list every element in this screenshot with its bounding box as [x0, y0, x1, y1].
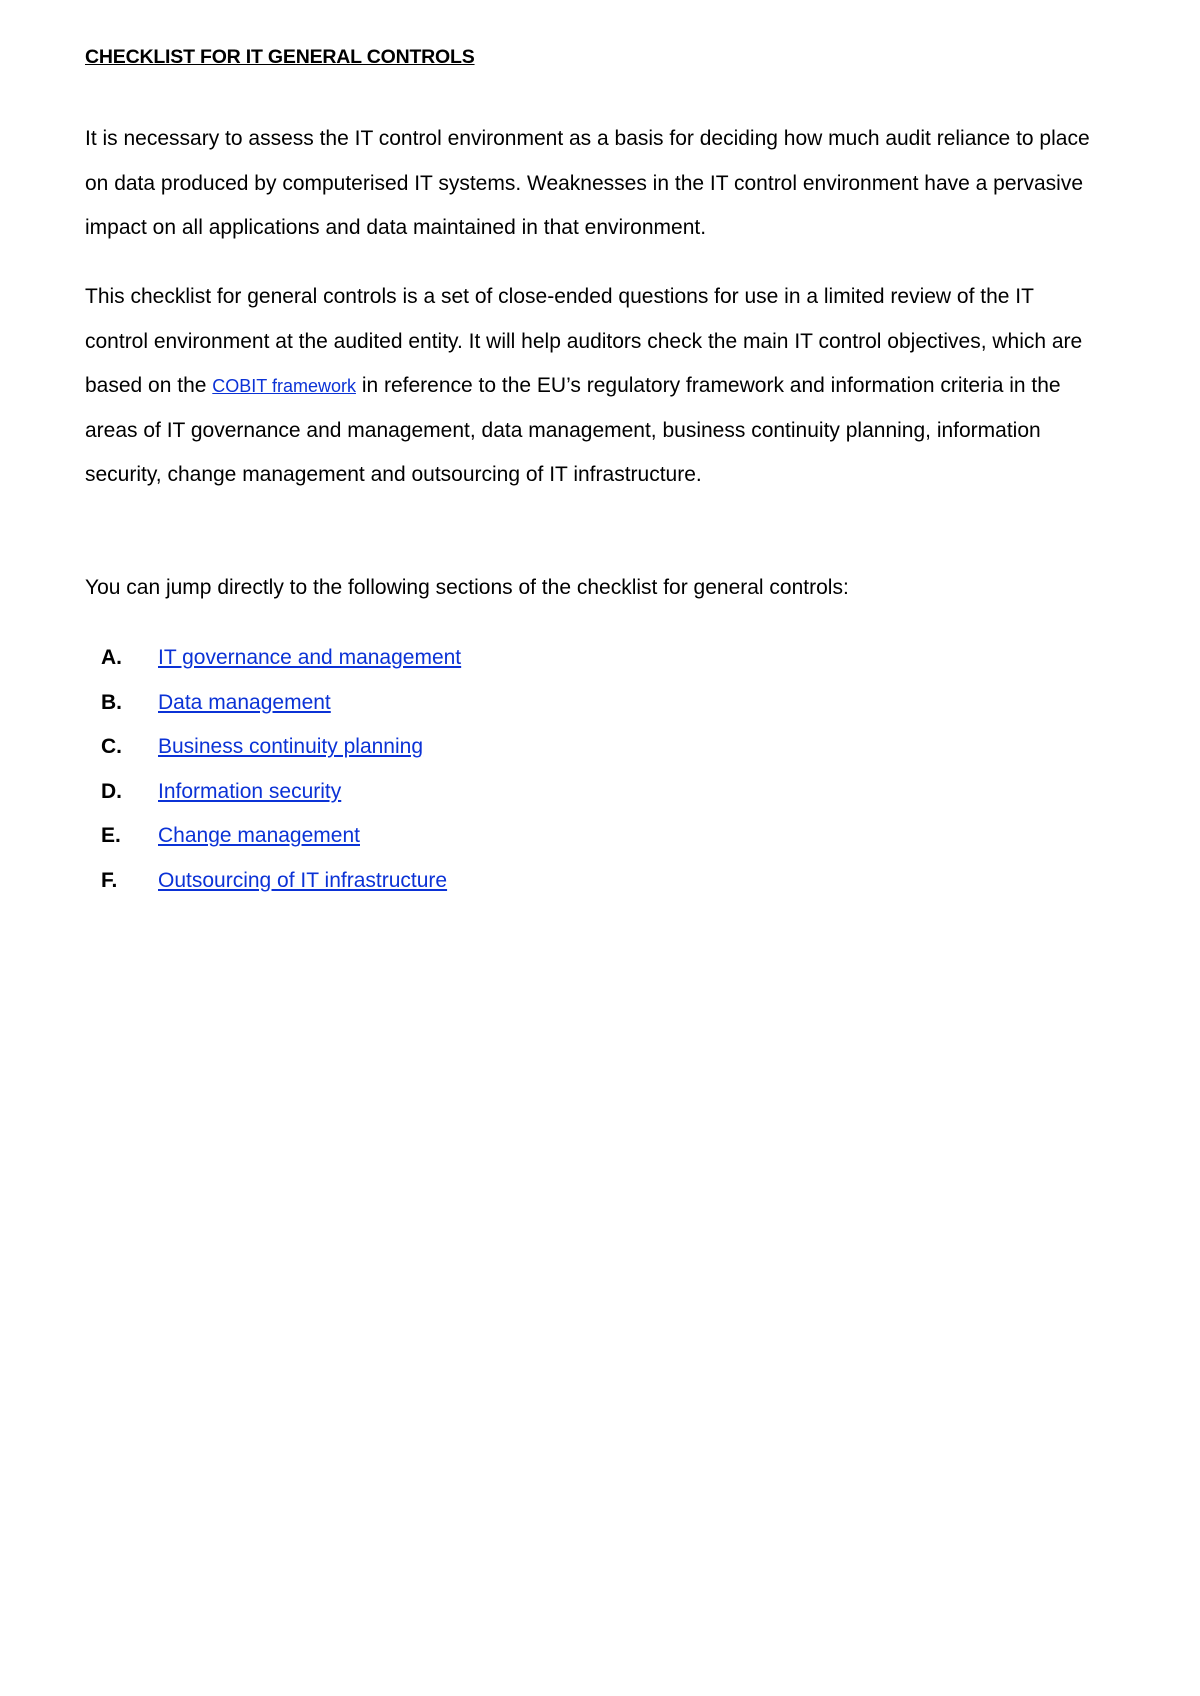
list-item: [85, 770, 885, 815]
section-link-it-governance[interactable]: IT governance and management: [158, 646, 462, 669]
section-letter: A.: [101, 646, 122, 669]
document-title: CHECKLIST FOR IT GENERAL CONTROLS: [85, 46, 475, 68]
checklist-description-paragraph: [85, 275, 1095, 498]
cobit-framework-link[interactable]: COBIT framework: [212, 376, 356, 396]
paragraph-text-before-link: This checklist for general controls is a set of close-ended questions for use in a limited review of the IT control environment at the audited entity. It will help auditors check the main IT control objectives, which are based on the: [85, 285, 1083, 397]
section-link-change-management[interactable]: Change management: [158, 824, 360, 848]
intro-paragraph: It is necessary to assess the IT control environment as a basis for deciding how much audit reliance to place on data produced by computerised IT systems. Weaknesses in the IT control environment have a pervasive impact on all applications and data maintained in that environment.: [85, 127, 1090, 239]
section-letter: B.: [101, 690, 122, 714]
jump-instructions-paragraph: You can jump directly to the following sections of the checklist for general controls:: [85, 576, 849, 599]
section-letter: F.: [101, 868, 118, 892]
section-link-information-security[interactable]: Information security: [158, 779, 342, 803]
section-link-data-management[interactable]: Data management: [158, 690, 331, 714]
list-item: [85, 859, 885, 904]
list-item: [85, 681, 885, 726]
section-letter: D.: [101, 779, 122, 803]
list-item: [85, 814, 885, 859]
list-item: [85, 725, 885, 770]
section-links-list: [85, 636, 885, 904]
list-item: [85, 636, 885, 681]
section-letter: E.: [101, 824, 121, 848]
section-link-outsourcing[interactable]: Outsourcing of IT infrastructure: [158, 868, 448, 892]
paragraph-text-after-link: in reference to the EU’s regulatory framework and information criteria in the areas of IT governance and management, data management, business continuity planning, information security, change management and outsourcing of IT infrastructure.: [85, 374, 1061, 486]
section-letter: C.: [101, 735, 122, 759]
section-link-business-continuity[interactable]: Business continuity planning: [158, 735, 424, 759]
